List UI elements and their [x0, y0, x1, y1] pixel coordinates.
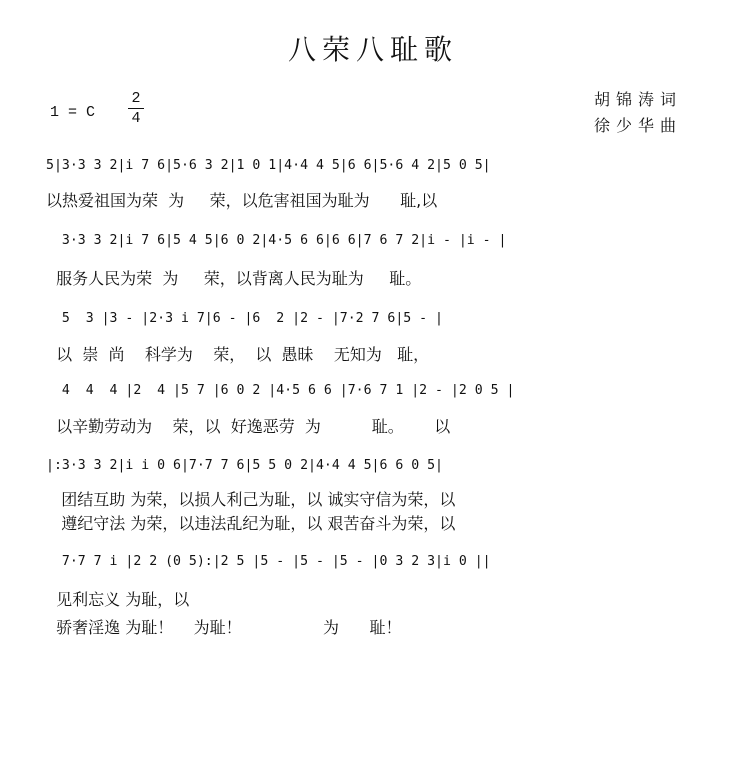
notation-line-5: |:3·3 3 2|i i 0 6|7·7 7 6|5 5 0 2|4·4 4 5|6 6 0 5| [46, 458, 443, 473]
meter-divider [128, 108, 144, 109]
time-signature [128, 90, 144, 127]
notation-line-3: 5 3 |3 - |2·3 i 7|6 - |6 2 |2 - |7·2 7 6|5 - | [46, 311, 443, 326]
lyrics-line-4: 以辛勤劳动为 荣，以 好逸恶劳 为 耻。 以 [46, 417, 451, 436]
meter-bottom: 4 [131, 110, 141, 127]
lyrics-line-5a: 团结互助 为荣，以损人利己为耻，以 诚实守信为荣，以 [46, 490, 456, 509]
notation-line-6: 7·7 7 i |2 2 (0 5):|2 5 |5 - |5 - |5 - |0 3 2 3|i 0 || [46, 554, 491, 569]
lyrics-line-3: 以 崇 尚 科学为 荣， 以 愚昧 无知为 耻， [46, 345, 430, 364]
lyrics-line-6a: 见利忘义 为耻，以 [46, 590, 190, 609]
notation-line-2: 3·3 3 2|i 7 6|5 4 5|6 0 2|4·5 6 6|6 6|7 6 7 2|i - |i - | [46, 233, 507, 248]
meter-top: 2 [131, 90, 141, 107]
composer-credit: 徐少华曲 [594, 116, 683, 135]
song-title: 八荣八耻歌 [287, 33, 458, 66]
key-signature: 1 = C [50, 104, 96, 121]
lyricist-credit: 胡锦涛词 [594, 90, 683, 109]
notation-line-4: 4 4 4 |2 4 |5 7 |6 0 2 |4·5 6 6 |7·6 7 1 |2 - |2 0 5 | [46, 383, 515, 398]
lyrics-line-2: 服务人民为荣 为 荣，以背离人民为耻为 耻。 [46, 269, 422, 288]
lyrics-line-5b: 遵纪守法 为荣，以违法乱纪为耻，以 艰苦奋斗为荣，以 [46, 514, 456, 533]
lyrics-line-1: 以热爱祖国为荣 为 荣，以危害祖国为耻为 耻,以 [46, 191, 438, 210]
notation-line-1: 5|3·3 3 2|i 7 6|5·6 3 2|1 0 1|4·4 4 5|6 6|5·6 4 2|5 0 5| [46, 158, 491, 173]
lyrics-line-6b: 骄奢淫逸 为耻！ 为耻！ 为 耻！ [46, 618, 402, 637]
